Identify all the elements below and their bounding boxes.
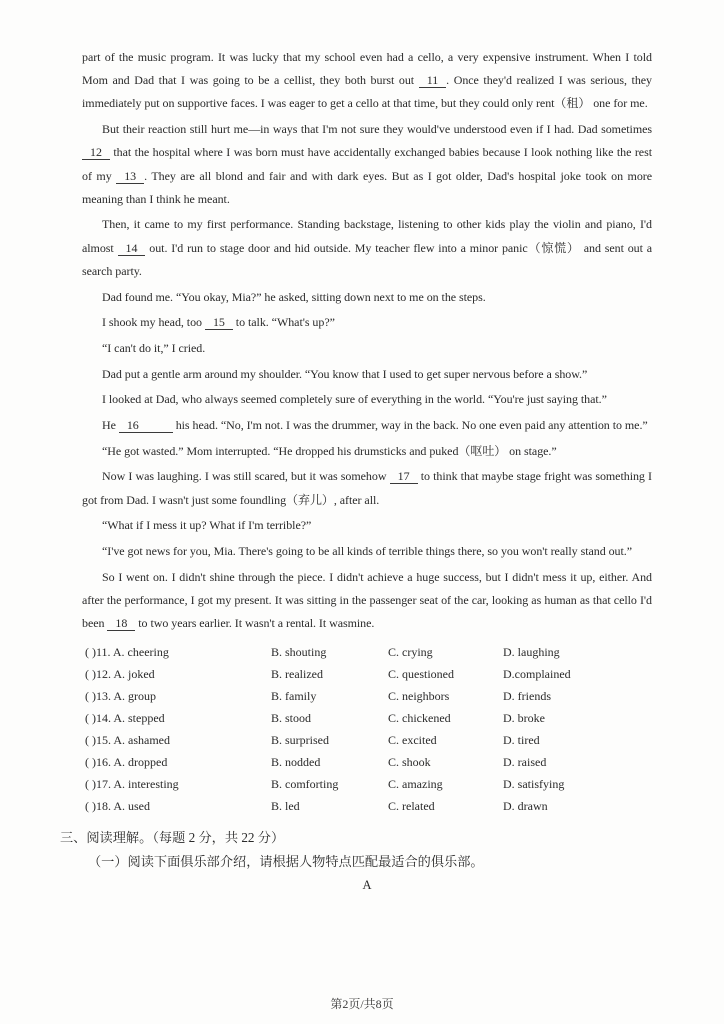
passage-paragraph: Dad found me. “You okay, Mia?” he asked, sitting down next to me on the steps. bbox=[102, 289, 486, 304]
cloze-passage bbox=[82, 46, 652, 635]
option-number-and-choice-a: ( )16. A. dropped bbox=[85, 754, 168, 769]
passage-paragraph: So I went on. I didn't shine through the piece. I didn't achieve a huge success, but I didn't mess it up, either. And after the performance, I got my present. It was sitting in the passenger seat of the car, looking as human as that cello I'd been 18 to two years earlier. It wasn't a rental. It wasmine. bbox=[82, 569, 652, 631]
option-choice: B. led bbox=[271, 798, 300, 813]
option-choice: B. shouting bbox=[271, 645, 327, 660]
option-choice: B. stood bbox=[271, 711, 312, 726]
option-row bbox=[82, 774, 652, 796]
passage-paragraph: But their reaction still hurt me—in ways that I'm not sure they would've understood even if I had. Dad sometimes 12 that the hospital where I was born must have accidentally exchanged babies because I look nothing like the rest of my 13 . They are all blond and fair and with dark eyes. But as I got older, Dad's hospital joke took on more meaning than I think he meant. bbox=[82, 122, 653, 206]
option-choice: C. related bbox=[388, 798, 435, 813]
passage-paragraph: “What if I mess it up? What if I'm terrible?” bbox=[102, 518, 312, 533]
passage-paragraph: Now I was laughing. I was still scared, but it was somehow 17 to think that maybe stage fright was something I got from Dad. I wasn't just some foundling（弃儿）, after all. bbox=[82, 469, 652, 507]
passage-paragraph: “I've got news for you, Mia. There's going to be all kinds of terrible things there, so you won't really stand out.” bbox=[102, 544, 633, 559]
passage-paragraph: He 16 his head. “No, I'm not. I was the drummer, way in the back. No one even paid any attention to me.” bbox=[102, 418, 648, 433]
option-choice: B. nodded bbox=[271, 754, 321, 769]
option-number-and-choice-a: ( )18. A. used bbox=[85, 798, 150, 813]
section-instruction: （一）阅读下面俱乐部介绍，请根据人物特点匹配最适合的俱乐部。 bbox=[88, 853, 484, 869]
option-number-and-choice-a: ( )17. A. interesting bbox=[85, 776, 179, 791]
page-number-footer: 第2页/共8页 bbox=[330, 997, 394, 1011]
option-choice: D. friends bbox=[503, 689, 551, 704]
options-table bbox=[82, 642, 652, 817]
option-choice: D. laughing bbox=[503, 645, 560, 660]
cloze-blank-18: 18 bbox=[107, 616, 135, 631]
option-choice: B. comforting bbox=[271, 776, 339, 791]
club-table-header: A bbox=[362, 877, 372, 892]
option-choice: C. crying bbox=[388, 645, 433, 660]
option-row bbox=[82, 642, 652, 664]
option-choice: D. raised bbox=[503, 754, 547, 769]
option-number-and-choice-a: ( )14. A. stepped bbox=[85, 711, 165, 726]
passage-paragraph: I looked at Dad, who always seemed completely sure of everything in the world. “You're just saying that.” bbox=[102, 392, 607, 407]
section-heading: 三、阅读理解。（每题 2 分，共 22 分） bbox=[60, 829, 285, 845]
passage-paragraph: “I can't do it,” I cried. bbox=[102, 340, 206, 355]
option-choice: D. broke bbox=[503, 711, 545, 726]
option-row bbox=[82, 686, 652, 708]
option-row bbox=[82, 708, 652, 730]
option-choice: C. neighbors bbox=[388, 689, 450, 704]
cloze-blank-13: 13 bbox=[116, 169, 144, 184]
option-choice: D. drawn bbox=[503, 798, 548, 813]
passage-paragraph: Dad put a gentle arm around my shoulder. “You know that I used to get super nervous before a show.” bbox=[102, 366, 588, 381]
option-number-and-choice-a: ( )15. A. ashamed bbox=[85, 733, 170, 747]
option-number-and-choice-a: ( )11. A. cheering bbox=[85, 645, 169, 660]
option-choice: C. shook bbox=[388, 754, 431, 769]
cloze-blank-12: 12 bbox=[82, 145, 110, 160]
option-row bbox=[82, 730, 652, 752]
cloze-blank-16: 16 bbox=[119, 418, 173, 433]
page-content bbox=[60, 46, 653, 893]
cloze-blank-11: 11 bbox=[419, 73, 446, 88]
option-number-and-choice-a: ( )12. A. joked bbox=[85, 667, 155, 682]
option-choice: C. amazing bbox=[388, 776, 443, 791]
option-row bbox=[82, 664, 652, 686]
option-number-and-choice-a: ( )13. A. group bbox=[85, 689, 156, 704]
option-choice: D. tired bbox=[503, 733, 540, 747]
option-choice: B. realized bbox=[271, 667, 323, 682]
cloze-blank-14: 14 bbox=[118, 241, 146, 256]
passage-paragraph: I shook my head, too 15 to talk. “What's up?” bbox=[102, 315, 335, 330]
option-choice: D. satisfying bbox=[503, 776, 565, 791]
option-choice: C. excited bbox=[388, 733, 437, 747]
option-row bbox=[82, 796, 652, 818]
passage-paragraph: Then, it came to my first performance. Standing backstage, listening to other kids play the violin and piano, I'd almost 14 out. I'd run to stage door and hid outside. My teacher flew into a minor panic（惊慌） and sent out a search party. bbox=[82, 217, 652, 278]
option-choice: D.complained bbox=[503, 667, 571, 682]
option-choice: B. family bbox=[271, 689, 317, 704]
cloze-blank-15: 15 bbox=[205, 315, 233, 330]
option-choice: C. questioned bbox=[388, 667, 454, 682]
option-row bbox=[82, 752, 652, 774]
cloze-blank-17: 17 bbox=[390, 469, 418, 484]
option-choice: C. chickened bbox=[388, 711, 451, 726]
passage-paragraph: part of the music program. It was lucky that my school even had a cello, a very expensive instrument. When I told Mom and Dad that I was going to be a cellist, they both burst out 11 . Once they'd realized I was serious, they immediately put on supportive faces. I was eager to get a cello at that time, but they could only rent（租） one for me. bbox=[82, 50, 653, 111]
passage-paragraph: “He got wasted.” Mom interrupted. “He dropped his drumsticks and puked（呕吐） on stage.” bbox=[102, 443, 557, 458]
option-choice: B. surprised bbox=[271, 733, 329, 747]
